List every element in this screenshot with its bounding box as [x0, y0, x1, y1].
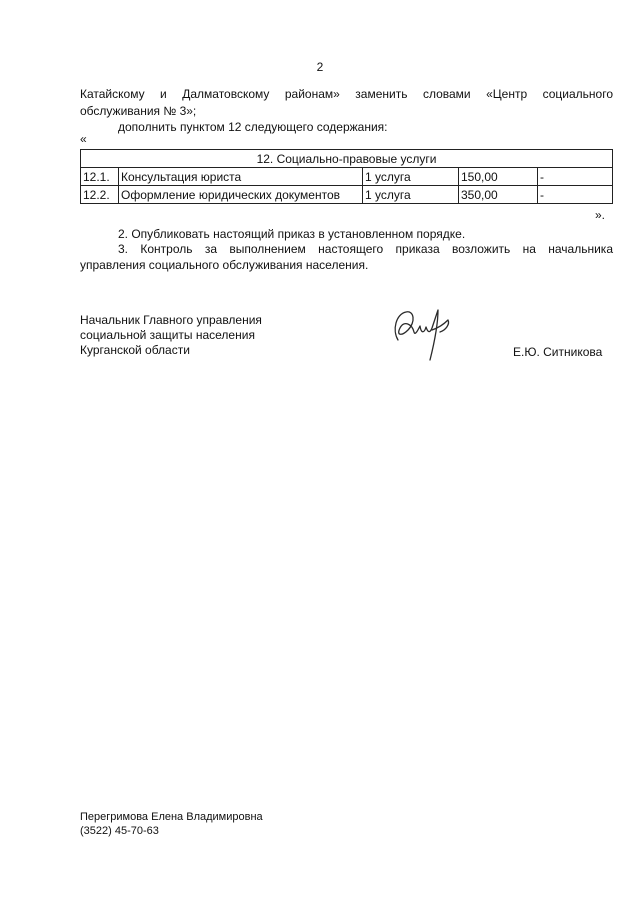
contact-info: [80, 810, 263, 838]
quote-open: «: [80, 132, 87, 146]
amendment-line-2: обслуживания № 3»;: [80, 104, 197, 118]
table-header: 12. Социально-правовые услуги: [81, 150, 613, 168]
row-number: 12.2.: [81, 186, 119, 204]
signatory-title: [80, 313, 262, 358]
signatory-name: Е.Ю. Ситникова: [513, 345, 603, 359]
service-extra: -: [538, 168, 613, 186]
amendment-line-1: Катайскому и Далматовскому районам» заменить словами «Центр социального: [80, 87, 613, 101]
item-3-line-2: управления социального обслуживания населения.: [80, 258, 369, 272]
service-name: Оформление юридических документов: [119, 186, 363, 204]
service-price: 150,00: [459, 168, 538, 186]
table-header-row: [81, 150, 613, 168]
table-row: [81, 186, 613, 204]
addition-text: дополнить пунктом 12 следующего содержания:: [118, 120, 388, 134]
table-row: [81, 168, 613, 186]
item-3-line-1: 3. Контроль за выполнением настоящего приказа возложить на начальника: [118, 242, 613, 256]
contact-person: Перегримова Елена Владимировна: [80, 811, 263, 823]
item-2: 2. Опубликовать настоящий приказ в установленном порядке.: [118, 227, 466, 241]
service-price: 350,00: [459, 186, 538, 204]
services-table: [80, 149, 613, 204]
service-extra: -: [538, 186, 613, 204]
handwritten-signature: [388, 300, 460, 364]
signatory-title-line-2: социальной защиты населения: [80, 328, 255, 342]
service-unit: 1 услуга: [363, 168, 459, 186]
row-number: 12.1.: [81, 168, 119, 186]
page-number: 2: [316, 60, 324, 74]
item-3: [80, 241, 613, 273]
service-unit: 1 услуга: [363, 186, 459, 204]
service-name: Консультация юриста: [119, 168, 363, 186]
signatory-title-line-1: Начальник Главного управления: [80, 313, 262, 327]
amendment-paragraph: [80, 86, 613, 120]
quote-close: ».: [595, 208, 606, 222]
signatory-title-line-3: Курганской области: [80, 343, 190, 357]
contact-phone: (3522) 45-70-63: [80, 825, 159, 837]
